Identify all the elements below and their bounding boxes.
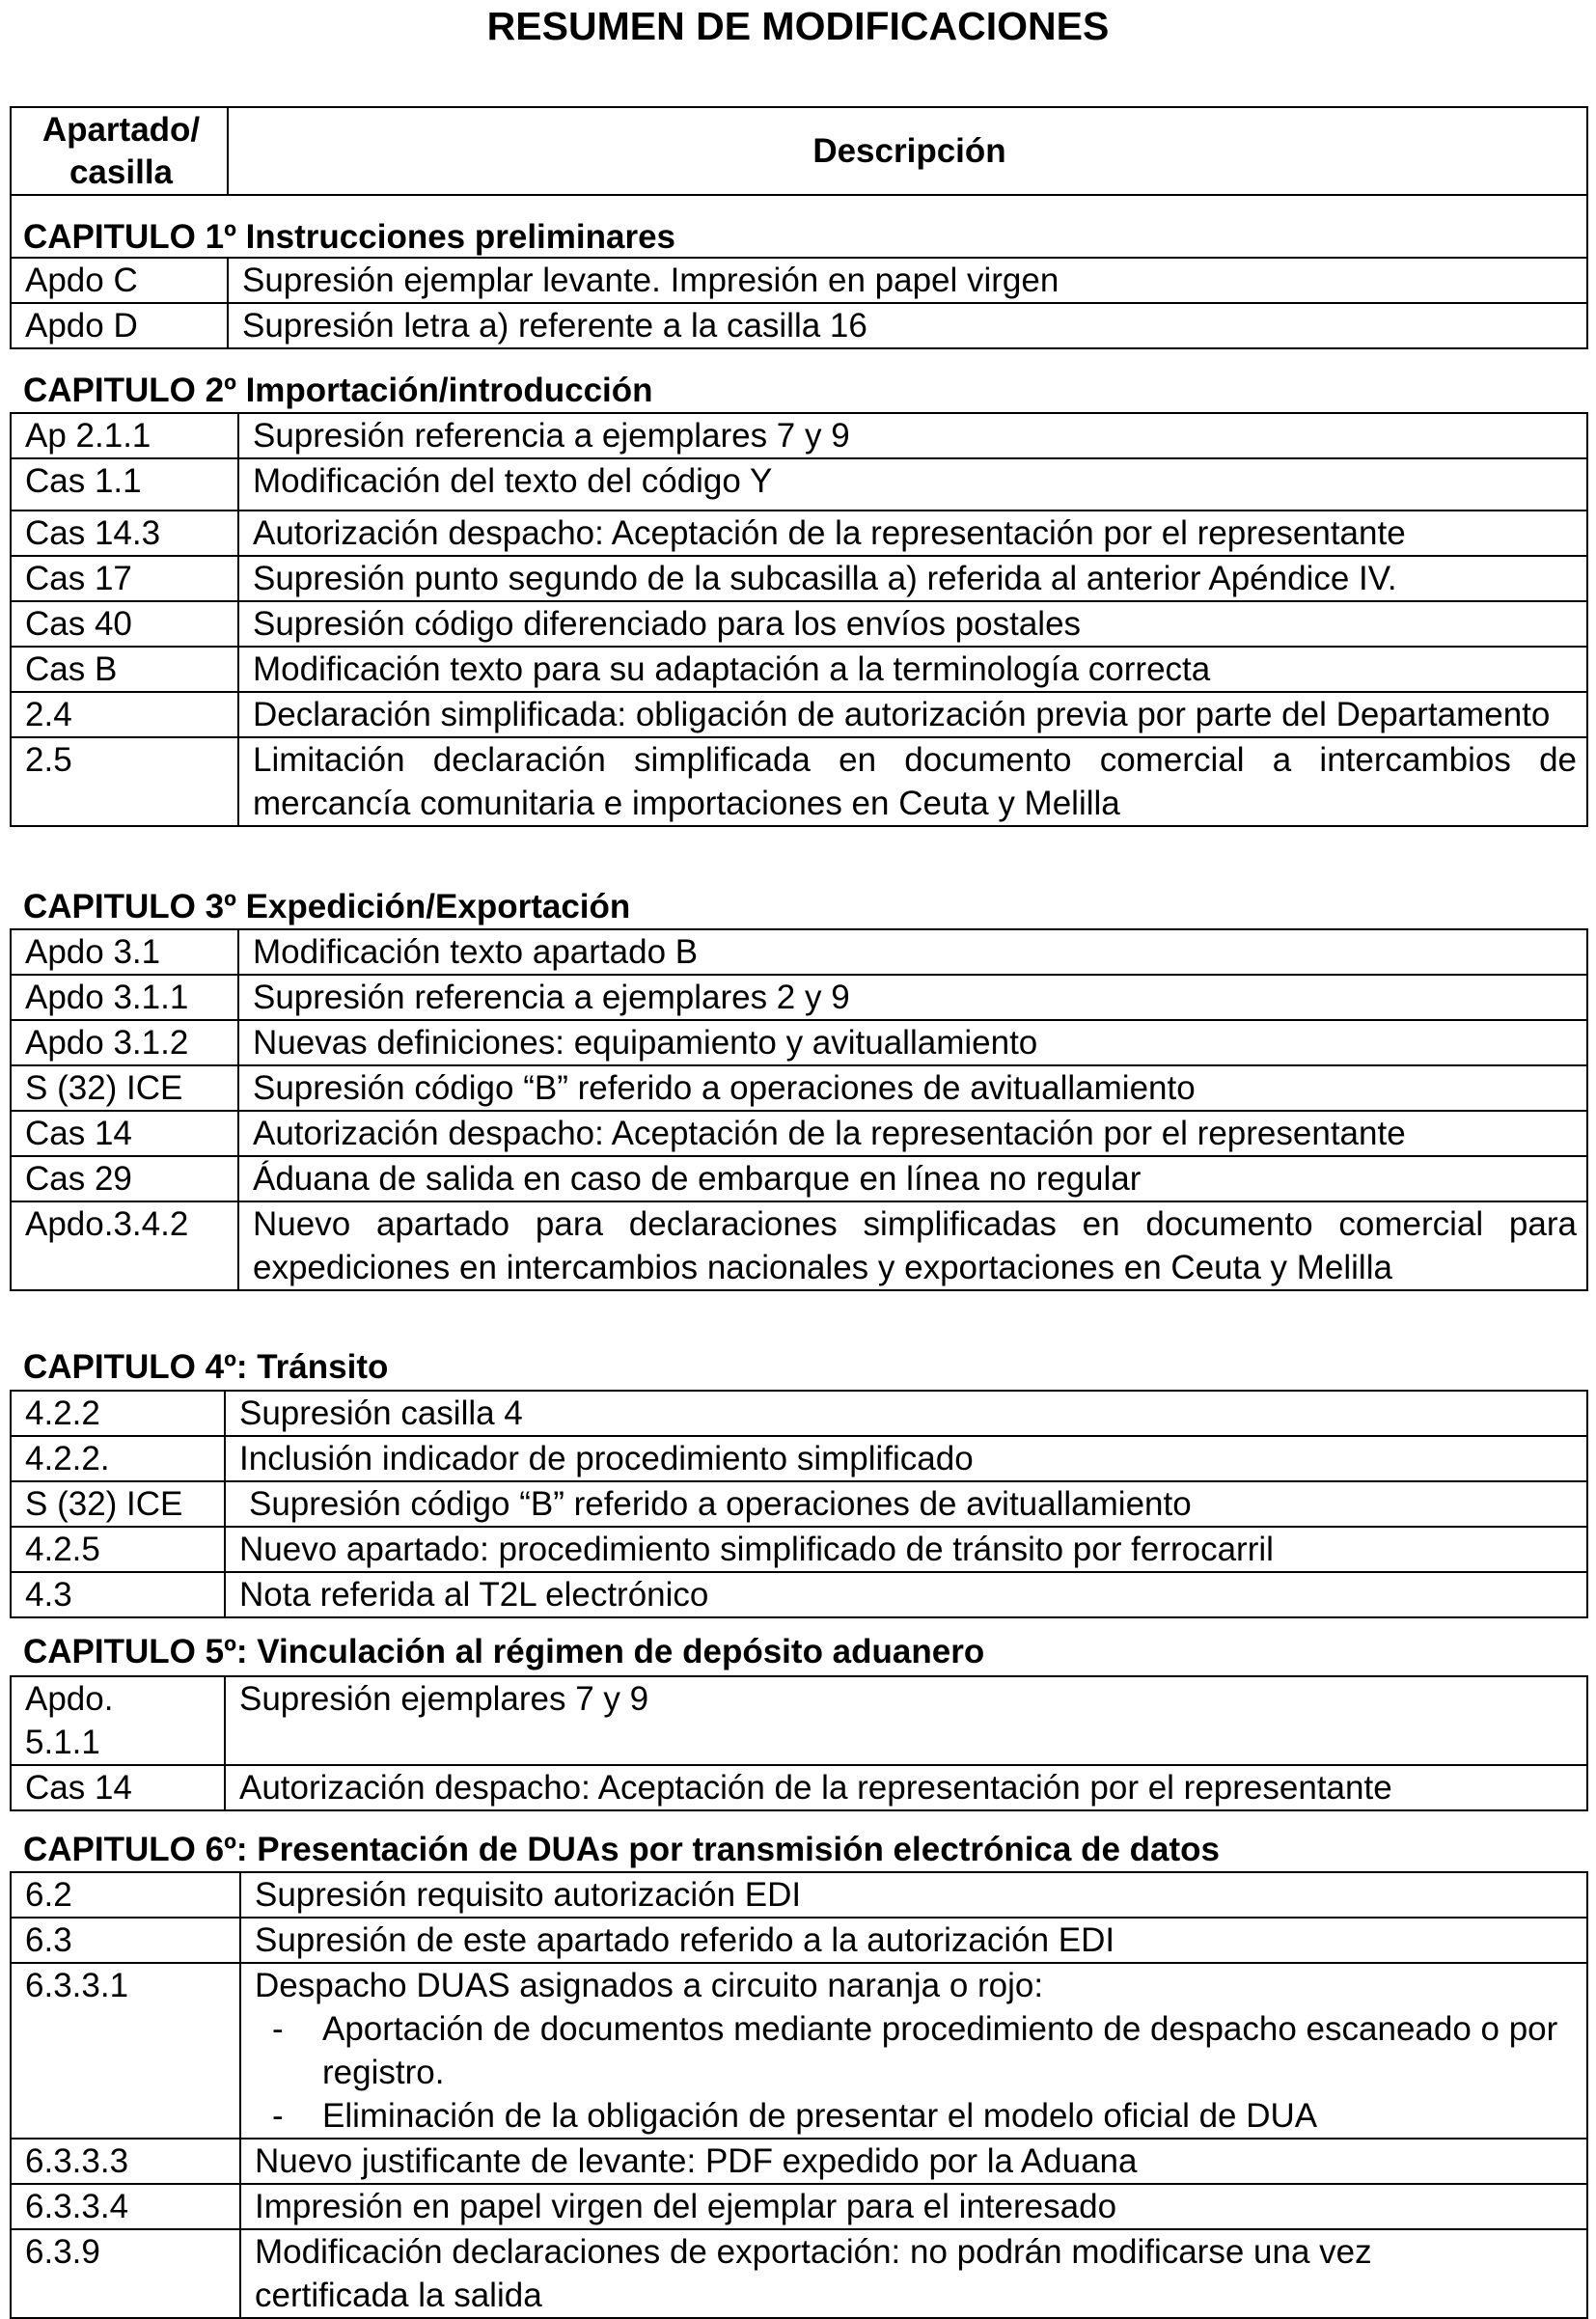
table-row	[11, 2139, 1587, 2184]
cell-descripcion: Nuevo apartado para declaraciones simplificadas en documento comercial para expediciones en intercambios nacionales y exportaciones en Ceuta y Melilla	[238, 1201, 1587, 1290]
cell-descripcion: Autorización despacho: Aceptación de la representación por el representante	[238, 511, 1587, 556]
table-row	[11, 1918, 1587, 1963]
cell-descripcion: Supresión letra a) referente a la casilla 16	[228, 303, 1587, 348]
table-row	[11, 511, 1587, 556]
table-row	[11, 1111, 1587, 1156]
cell-apartado: Cas 1.1	[11, 458, 238, 511]
table-row	[11, 601, 1587, 647]
cell-apartado: Apdo 3.1.2	[11, 1020, 238, 1065]
cell-descripcion: Nuevo apartado: procedimiento simplificado de tránsito por ferrocarril	[225, 1527, 1587, 1572]
cell-apartado: Cas 14	[11, 1765, 225, 1810]
chapter-1-title: CAPITULO 1º Instrucciones preliminares	[23, 218, 676, 256]
cell-apartado: 4.2.2.	[11, 1436, 225, 1481]
cell-descripcion: Supresión código “B” referido a operaciones de avituallamiento	[238, 1065, 1587, 1111]
cell-apartado: Cas B	[11, 647, 238, 692]
header-table	[10, 106, 1588, 196]
chapter-3-title: CAPITULO 3º Expedición/Exportación	[23, 888, 631, 925]
table-row	[11, 1963, 1587, 2139]
header-col-descripcion: Descripción	[228, 107, 1587, 195]
cell-descripcion: Supresión requisito autorización EDI	[240, 1872, 1587, 1918]
table-row	[11, 258, 1587, 303]
cell-descripcion: Autorización despacho: Aceptación de la representación por el representante	[238, 1111, 1587, 1156]
cell-descripcion: Áduana de salida en caso de embarque en línea no regular	[238, 1156, 1587, 1201]
list-item-text: Eliminación de la obligación de presentar el modelo oficial de DUA	[322, 2097, 1318, 2135]
page-title: RESUMEN DE MODIFICACIONES	[486, 4, 1110, 48]
cell-apartado: 6.3.3.1	[11, 1963, 240, 2139]
cell-apartado: Apdo 3.1.1	[11, 975, 238, 1020]
cell-descripcion: Modificación declaraciones de exportación: no podrán modificarse una vez certificada la salida	[240, 2229, 1587, 2318]
cell-apartado: 4.3	[11, 1572, 225, 1617]
cell-apartado: S (32) ICE	[11, 1065, 238, 1111]
chapter-5-title: CAPITULO 5º: Vinculación al régimen de depósito aduanero	[23, 1633, 985, 1670]
cell-apartado: Apdo C	[11, 258, 228, 303]
table-row	[11, 2184, 1587, 2229]
cell-descripcion: Inclusión indicador de procedimiento simplificado	[225, 1436, 1587, 1481]
table-row	[11, 647, 1587, 692]
cell-descripcion: Limitación declaración simplificada en documento comercial a intercambios de mercancía comunitaria e importaciones en Ceuta y Melilla	[238, 737, 1587, 826]
cell-descripcion: Supresión código diferenciado para los envíos postales	[238, 601, 1587, 647]
header-col-apartado: Apartado/ casilla	[11, 107, 228, 195]
table-row	[11, 2229, 1587, 2318]
cell-apartado: Cas 14.3	[11, 511, 238, 556]
cell-apartado: 6.3.3.4	[11, 2184, 240, 2229]
cell-apartado: S (32) ICE	[11, 1481, 225, 1527]
table-row	[11, 1201, 1587, 1290]
table-row	[11, 1572, 1587, 1617]
cell-apartado: Apdo D	[11, 303, 228, 348]
bullet-marker: -	[272, 2097, 284, 2135]
chapter-2-table	[10, 412, 1588, 827]
cell-descripcion-text: Despacho DUAS asignados a circuito naranja o rojo:	[255, 1967, 1044, 2004]
cell-apartado: 6.3	[11, 1918, 240, 1963]
cell-descripcion: Supresión ejemplares 7 y 9	[225, 1676, 1587, 1765]
list-item	[255, 2007, 1577, 2094]
cell-descripcion: Modificación texto apartado B	[238, 929, 1587, 975]
cell-apartado: Apdo.3.4.2	[11, 1201, 238, 1290]
table-row	[11, 413, 1587, 458]
table-row	[11, 458, 1587, 511]
table-row	[11, 929, 1587, 975]
cell-descripcion: Supresión ejemplar levante. Impresión en papel virgen	[228, 258, 1587, 303]
table-row	[11, 1065, 1587, 1111]
table-row	[11, 1527, 1587, 1572]
chapter-5-table	[10, 1675, 1588, 1811]
cell-descripcion	[240, 1963, 1587, 2139]
chapter-4-title: CAPITULO 4º: Tránsito	[23, 1348, 389, 1386]
table-row	[11, 692, 1587, 737]
cell-descripcion: Modificación del texto del código Y	[238, 458, 1587, 511]
table-row	[11, 1436, 1587, 1481]
table-row	[11, 1765, 1587, 1810]
cell-descripcion: Impresión en papel virgen del ejemplar para el interesado	[240, 2184, 1587, 2229]
chapter-4-table	[10, 1390, 1588, 1618]
table-row	[11, 737, 1587, 826]
table-row	[11, 1156, 1587, 1201]
cell-apartado: Ap 2.1.1	[11, 413, 238, 458]
table-row	[11, 1872, 1587, 1918]
cell-descripcion: Supresión punto segundo de la subcasilla a) referida al anterior Apéndice IV.	[238, 556, 1587, 601]
table-row	[11, 556, 1587, 601]
cell-descripcion: Declaración simplificada: obligación de autorización previa por parte del Departamento	[238, 692, 1587, 737]
table-row	[11, 1481, 1587, 1527]
cell-apartado: Cas 17	[11, 556, 238, 601]
cell-descripcion: Nota referida al T2L electrónico	[225, 1572, 1587, 1617]
chapter-3-table	[10, 928, 1588, 1291]
cell-apartado: 6.3.9	[11, 2229, 240, 2318]
cell-apartado: Apdo 3.1	[11, 929, 238, 975]
cell-descripcion: Modificación texto para su adaptación a la terminología correcta	[238, 647, 1587, 692]
table-row	[11, 1391, 1587, 1436]
cell-apartado: Cas 14	[11, 1111, 238, 1156]
cell-descripcion: Supresión casilla 4	[225, 1391, 1587, 1436]
cell-descripcion: Nuevo justificante de levante: PDF expedido por la Aduana	[240, 2139, 1587, 2184]
cell-descripcion: Autorización despacho: Aceptación de la representación por el representante	[225, 1765, 1587, 1810]
cell-apartado: 2.5	[11, 737, 238, 826]
chapter-6-table	[10, 1871, 1588, 2319]
chapter-2-title: CAPITULO 2º Importación/introducción	[23, 372, 653, 409]
cell-apartado: 6.2	[11, 1872, 240, 1918]
cell-apartado: 4.2.2	[11, 1391, 225, 1436]
list-item-text: Aportación de documentos mediante procedimiento de despacho escaneado o por registro.	[322, 2010, 1558, 2091]
cell-apartado: Cas 40	[11, 601, 238, 647]
list-item	[255, 2094, 1577, 2138]
cell-apartado: 4.2.5	[11, 1527, 225, 1572]
table-row	[11, 975, 1587, 1020]
cell-descripcion: Supresión referencia a ejemplares 7 y 9	[238, 413, 1587, 458]
cell-descripcion: Supresión referencia a ejemplares 2 y 9	[238, 975, 1587, 1020]
cell-descripcion: Nuevas definiciones: equipamiento y avituallamiento	[238, 1020, 1587, 1065]
table-row	[11, 1676, 1587, 1765]
chapter-6-title: CAPITULO 6º: Presentación de DUAs por transmisión electrónica de datos	[23, 1831, 1221, 1868]
chapter-1-frame-left	[10, 194, 12, 348]
table-row	[11, 303, 1587, 348]
cell-apartado: 2.4	[11, 692, 238, 737]
cell-apartado: Cas 29	[11, 1156, 238, 1201]
chapter-1-table	[10, 257, 1588, 349]
cell-apartado: 6.3.3.3	[11, 2139, 240, 2184]
cell-descripcion: Supresión de este apartado referido a la autorización EDI	[240, 1918, 1587, 1963]
chapter-1-frame-right	[1586, 194, 1588, 348]
cell-apartado: Apdo. 5.1.1	[11, 1676, 225, 1765]
bullet-marker: -	[272, 2010, 284, 2048]
cell-descripcion: Supresión código “B” referido a operaciones de avituallamiento	[225, 1481, 1587, 1527]
table-row	[11, 1020, 1587, 1065]
